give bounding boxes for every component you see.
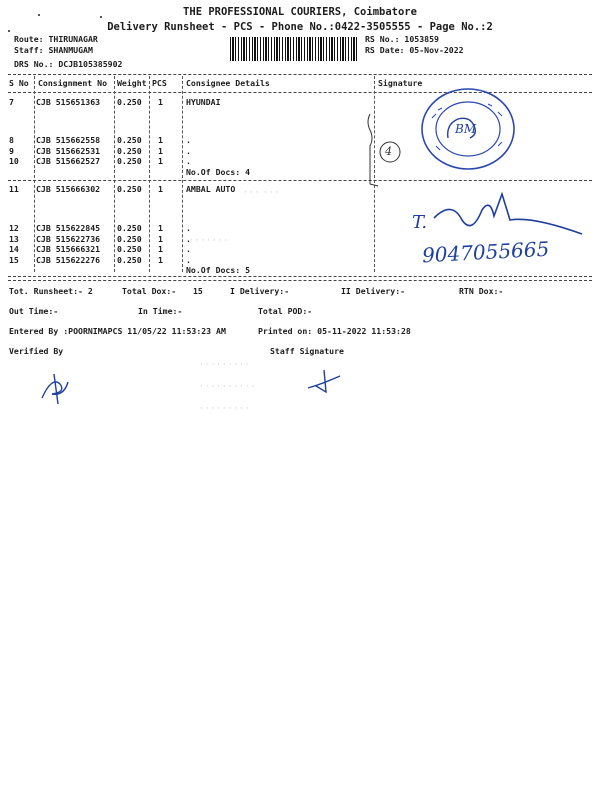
cell-pcs: 1 <box>158 244 163 254</box>
col-header-sno: S No <box>9 78 29 88</box>
cell-sno: 9 <box>9 146 14 156</box>
verified-by: Verified By <box>9 346 64 356</box>
cell-consignee: HYUNDAI <box>186 97 221 107</box>
scan-speck <box>100 16 102 18</box>
route-label: Route: THIRUNAGAR <box>14 34 98 44</box>
cell-pcs: 1 <box>158 156 163 166</box>
cell-consignment-no: CJB 515662527 <box>36 156 101 166</box>
barcode-image <box>230 37 358 61</box>
cell-consignee: . <box>186 156 191 166</box>
cell-consignee: AMBAL AUTO <box>186 184 236 194</box>
col-header-pcs: PCS <box>152 78 167 88</box>
cell-pcs: 1 <box>158 223 163 233</box>
tot-runsheet: Tot. Runsheet:- 2 <box>9 286 93 296</box>
i-delivery: I Delivery:- <box>230 286 290 296</box>
scan-speck <box>38 14 40 16</box>
bleed-through-mark: · · · · · · · <box>190 236 228 246</box>
cell-sno: 15 <box>9 255 19 265</box>
out-time: Out Time:- <box>9 306 59 316</box>
handwritten-mark <box>378 140 402 164</box>
cell-sno: 8 <box>9 135 14 145</box>
cell-consignment-no: CJB 515662531 <box>36 146 101 156</box>
cell-consignee: . <box>186 146 191 156</box>
cell-weight: 0.250 <box>117 97 142 107</box>
bleed-through-mark: · · · · · · · · · <box>200 360 249 370</box>
cell-consignment-no: CJB 515651363 <box>36 97 101 107</box>
rs-number: RS No.: 1053859 <box>365 34 439 44</box>
cell-sno: 14 <box>9 244 19 254</box>
cell-consignment-no: CJB 515622736 <box>36 234 101 244</box>
total-dox-value: 15 <box>193 286 203 296</box>
col-header-signature: Signature <box>378 78 423 88</box>
cell-consignment-no: CJB 515662558 <box>36 135 101 145</box>
cell-consignee: . <box>186 223 191 233</box>
docs-count: No.Of Docs: 4 <box>186 167 251 177</box>
staff-label: Staff: SHANMUGAM <box>14 45 93 55</box>
cell-sno: 7 <box>9 97 14 107</box>
table-bottom-rule-2 <box>8 280 592 281</box>
cell-pcs: 1 <box>158 255 163 265</box>
cell-pcs: 1 <box>158 146 163 156</box>
recipient-signature-scribble <box>432 190 592 242</box>
staff-signature <box>304 366 344 398</box>
cell-weight: 0.250 <box>117 223 142 233</box>
cell-weight: 0.250 <box>117 244 142 254</box>
stamp-initials: BM <box>455 122 477 136</box>
recipient-signature-name: T. <box>412 212 428 233</box>
scan-speck <box>8 30 10 32</box>
cell-pcs: 1 <box>158 234 163 244</box>
cell-consignment-no: CJB 515622845 <box>36 223 101 233</box>
cell-pcs: 1 <box>158 184 163 194</box>
cell-consignee: . <box>186 255 191 265</box>
col-header-weight: Weight <box>117 78 147 88</box>
cell-weight: 0.250 <box>117 234 142 244</box>
bleed-through-mark: · · · · · · <box>244 188 279 198</box>
bleed-through-mark: · · · · · · · · · <box>200 404 249 414</box>
total-dox-label: Total Dox:- <box>122 286 177 296</box>
col-divider <box>149 76 150 272</box>
recipient-phone: 9047055665 <box>421 236 550 268</box>
total-pod: Total POD:- <box>258 306 313 316</box>
col-divider <box>114 76 115 272</box>
cell-sno: 12 <box>9 223 19 233</box>
cell-consignee: . <box>186 244 191 254</box>
col-header-consignee: Consignee Details <box>186 78 270 88</box>
cell-sno: 10 <box>9 156 19 166</box>
entered-by: Entered By :POORNIMAPCS 11/05/22 11:53:23 AM <box>9 326 226 336</box>
bleed-through-mark: · · · · · · · · · · <box>200 382 255 392</box>
col-divider <box>34 76 35 272</box>
drs-number: DRS No.: DCJB105385902 <box>14 59 123 69</box>
table-top-rule <box>8 74 592 75</box>
cell-weight: 0.250 <box>117 184 142 194</box>
cell-weight: 0.250 <box>117 135 142 145</box>
group-divider <box>8 180 592 181</box>
printed-on: Printed on: 05-11-2022 11:53:28 <box>258 326 411 336</box>
staff-signature-label: Staff Signature <box>270 346 344 356</box>
docs-count: No.Of Docs: 5 <box>186 265 251 275</box>
cell-weight: 0.250 <box>117 255 142 265</box>
company-name: THE PROFESSIONAL COURIERS, Coimbatore <box>183 6 417 18</box>
cell-consignment-no: CJB 515666302 <box>36 184 101 194</box>
rtn-dox: RTN Dox:- <box>459 286 504 296</box>
cell-weight: 0.250 <box>117 156 142 166</box>
table-bottom-rule <box>8 276 592 277</box>
in-time: In Time:- <box>138 306 183 316</box>
cell-consignee: . <box>186 135 191 145</box>
cell-pcs: 1 <box>158 97 163 107</box>
rs-date: RS Date: 05-Nov-2022 <box>365 45 464 55</box>
cell-sno: 13 <box>9 234 19 244</box>
cell-weight: 0.250 <box>117 146 142 156</box>
verifier-signature <box>38 370 74 408</box>
cell-consignment-no: CJB 515622276 <box>36 255 101 265</box>
cell-consignment-no: CJB 515666321 <box>36 244 101 254</box>
runsheet-subtitle: Delivery Runsheet - PCS - Phone No.:0422-3505555 - Page No.:2 <box>107 21 493 33</box>
company-stamp <box>418 86 518 172</box>
cell-sno: 11 <box>9 184 19 194</box>
ii-delivery: II Delivery:- <box>341 286 406 296</box>
cell-consignee: . <box>186 234 191 244</box>
col-header-consignment: Consignment No <box>38 78 108 88</box>
cell-pcs: 1 <box>158 135 163 145</box>
col-divider <box>182 76 183 272</box>
handwritten-mark-text: 4 <box>385 145 392 158</box>
